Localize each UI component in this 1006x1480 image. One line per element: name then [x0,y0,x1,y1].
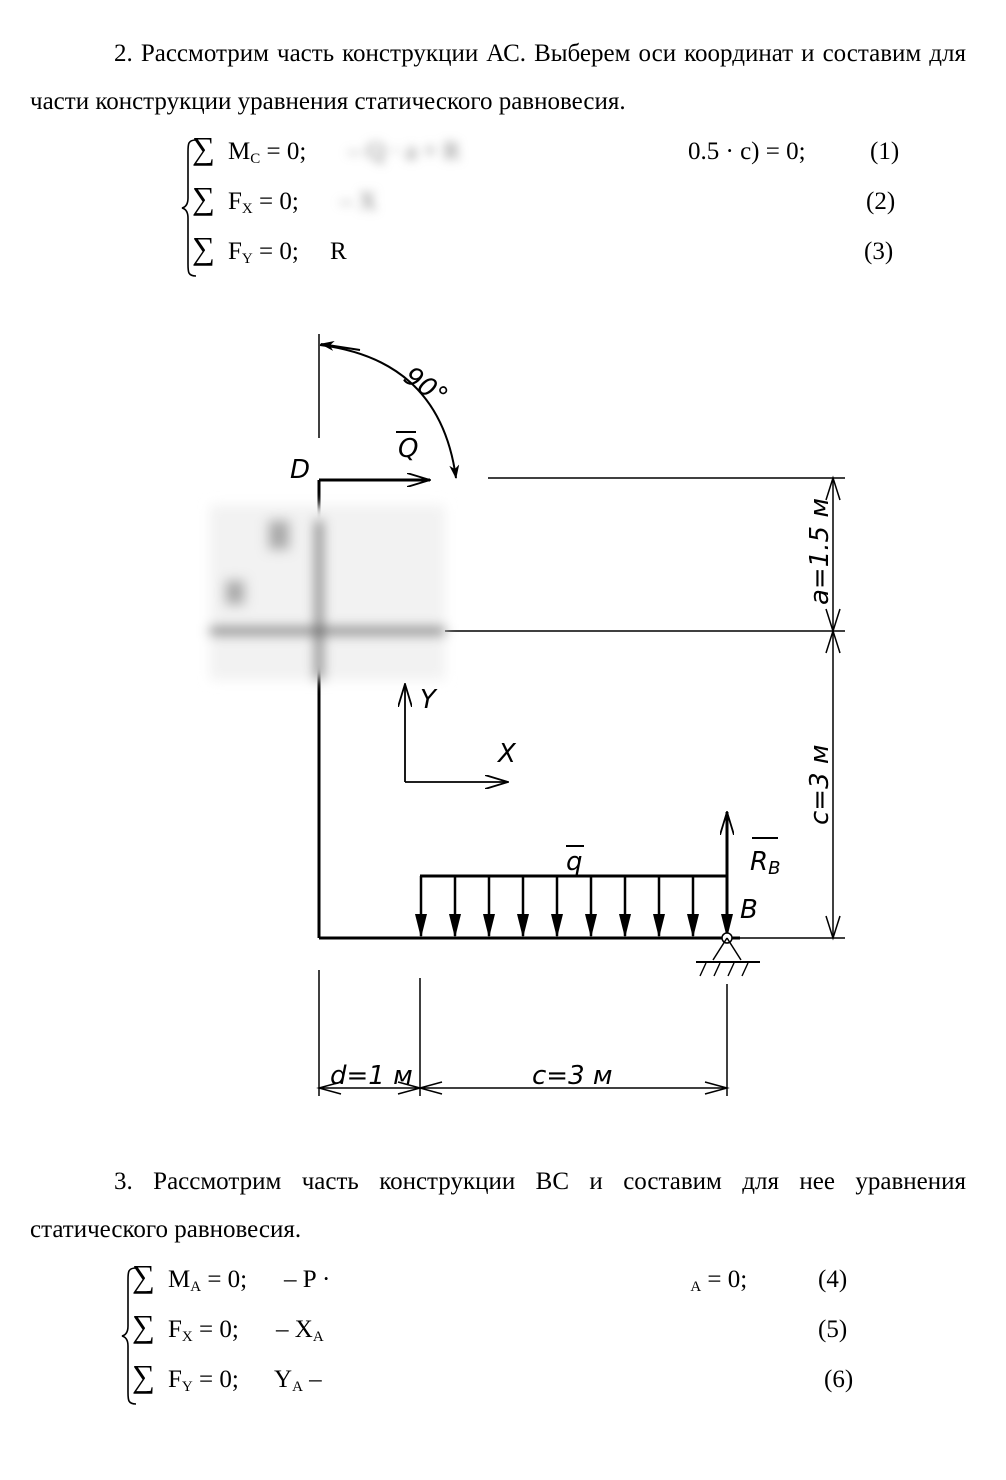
dim-a-label: a=1.5 м [805,498,835,605]
load-arrow-head [415,914,427,938]
equation-number: (4) [818,1266,848,1293]
load-arrow-head [585,914,597,938]
equation-system-1 [180,130,920,278]
sum-symbol: ∑ [132,1358,155,1394]
equation-number: (3) [864,238,894,265]
equation-rhs: – P · $_A$ = 0; [284,1266,748,1295]
y-axis-label: Y [420,685,436,715]
equation-number: (1) [870,138,900,165]
load-arrow-head [449,914,461,938]
equation-lhs: $F_Y = 0$; [228,238,299,267]
equation-lhs: $M_C = 0$; [228,138,307,167]
point-b-label: B [740,895,758,925]
equation-lhs: $M_A = 0$; [168,1266,248,1295]
sum-symbol: ∑ [132,1308,155,1344]
load-arrow-head [653,914,665,938]
reaction-rb-label: RB [750,847,781,879]
equation-rhs: – Q · a + R 0.5 · c) = 0; [348,138,806,165]
load-arrows [415,876,733,938]
load-arrow-head [551,914,563,938]
sum-symbol: ∑ [132,1258,155,1294]
equation-rhs: R [330,238,347,265]
sum-symbol: ∑ [192,130,215,166]
section-3-number: 3. [114,1168,133,1195]
load-arrow-head [483,914,495,938]
point-d-label: D [290,455,311,485]
load-arrow-head [687,914,699,938]
section-3-text: Рассмотрим часть конструкции ВС и составим для нее уравнения статического равновесия. [30,1168,967,1243]
load-arrow-head [619,914,631,938]
equation-lhs: $F_X = 0$; [228,188,299,217]
equation-row-6 [120,1358,880,1406]
x-axis-label: X [498,739,516,769]
structure-diagram [0,300,1006,1120]
dim-c-vertical-label: c=3 м [805,744,835,825]
section-2-paragraph [30,30,966,126]
equation-row-2 [180,180,920,228]
equation-lhs: $F_Y = 0$; [168,1366,239,1395]
sum-symbol: ∑ [192,230,215,266]
equation-rhs: $Y_A$ – [274,1366,322,1395]
equation-number: (5) [818,1316,848,1343]
dim-d-label: d=1 м [330,1061,413,1091]
equation-number: (2) [866,188,896,215]
section-2-number: 2. [114,40,133,67]
equation-rhs: – X [340,188,377,215]
equation-system-2 [120,1258,880,1406]
equation-row-3 [180,230,920,278]
section-3-paragraph [30,1158,966,1254]
section-2-text: Рассмотрим часть конструкции АС. Выберем оси координат и составим для части конструкции уравнения статического равновесия. [30,40,966,115]
equation-row-1 [180,130,920,178]
equation-lhs: $F_X = 0$; [168,1316,239,1345]
sum-symbol: ∑ [192,180,215,216]
equation-rhs: – $X_A$ [276,1316,324,1345]
dim-c-horizontal-label: c=3 м [532,1061,613,1091]
load-q-label: q [566,847,583,877]
load-arrow-head [517,914,529,938]
equation-row-4 [120,1258,880,1306]
force-q-label: Q [398,434,419,464]
blurred-region [210,505,445,680]
equation-number: (6) [824,1366,854,1393]
angle-label: 90° [397,361,453,413]
equation-row-5 [120,1308,880,1356]
